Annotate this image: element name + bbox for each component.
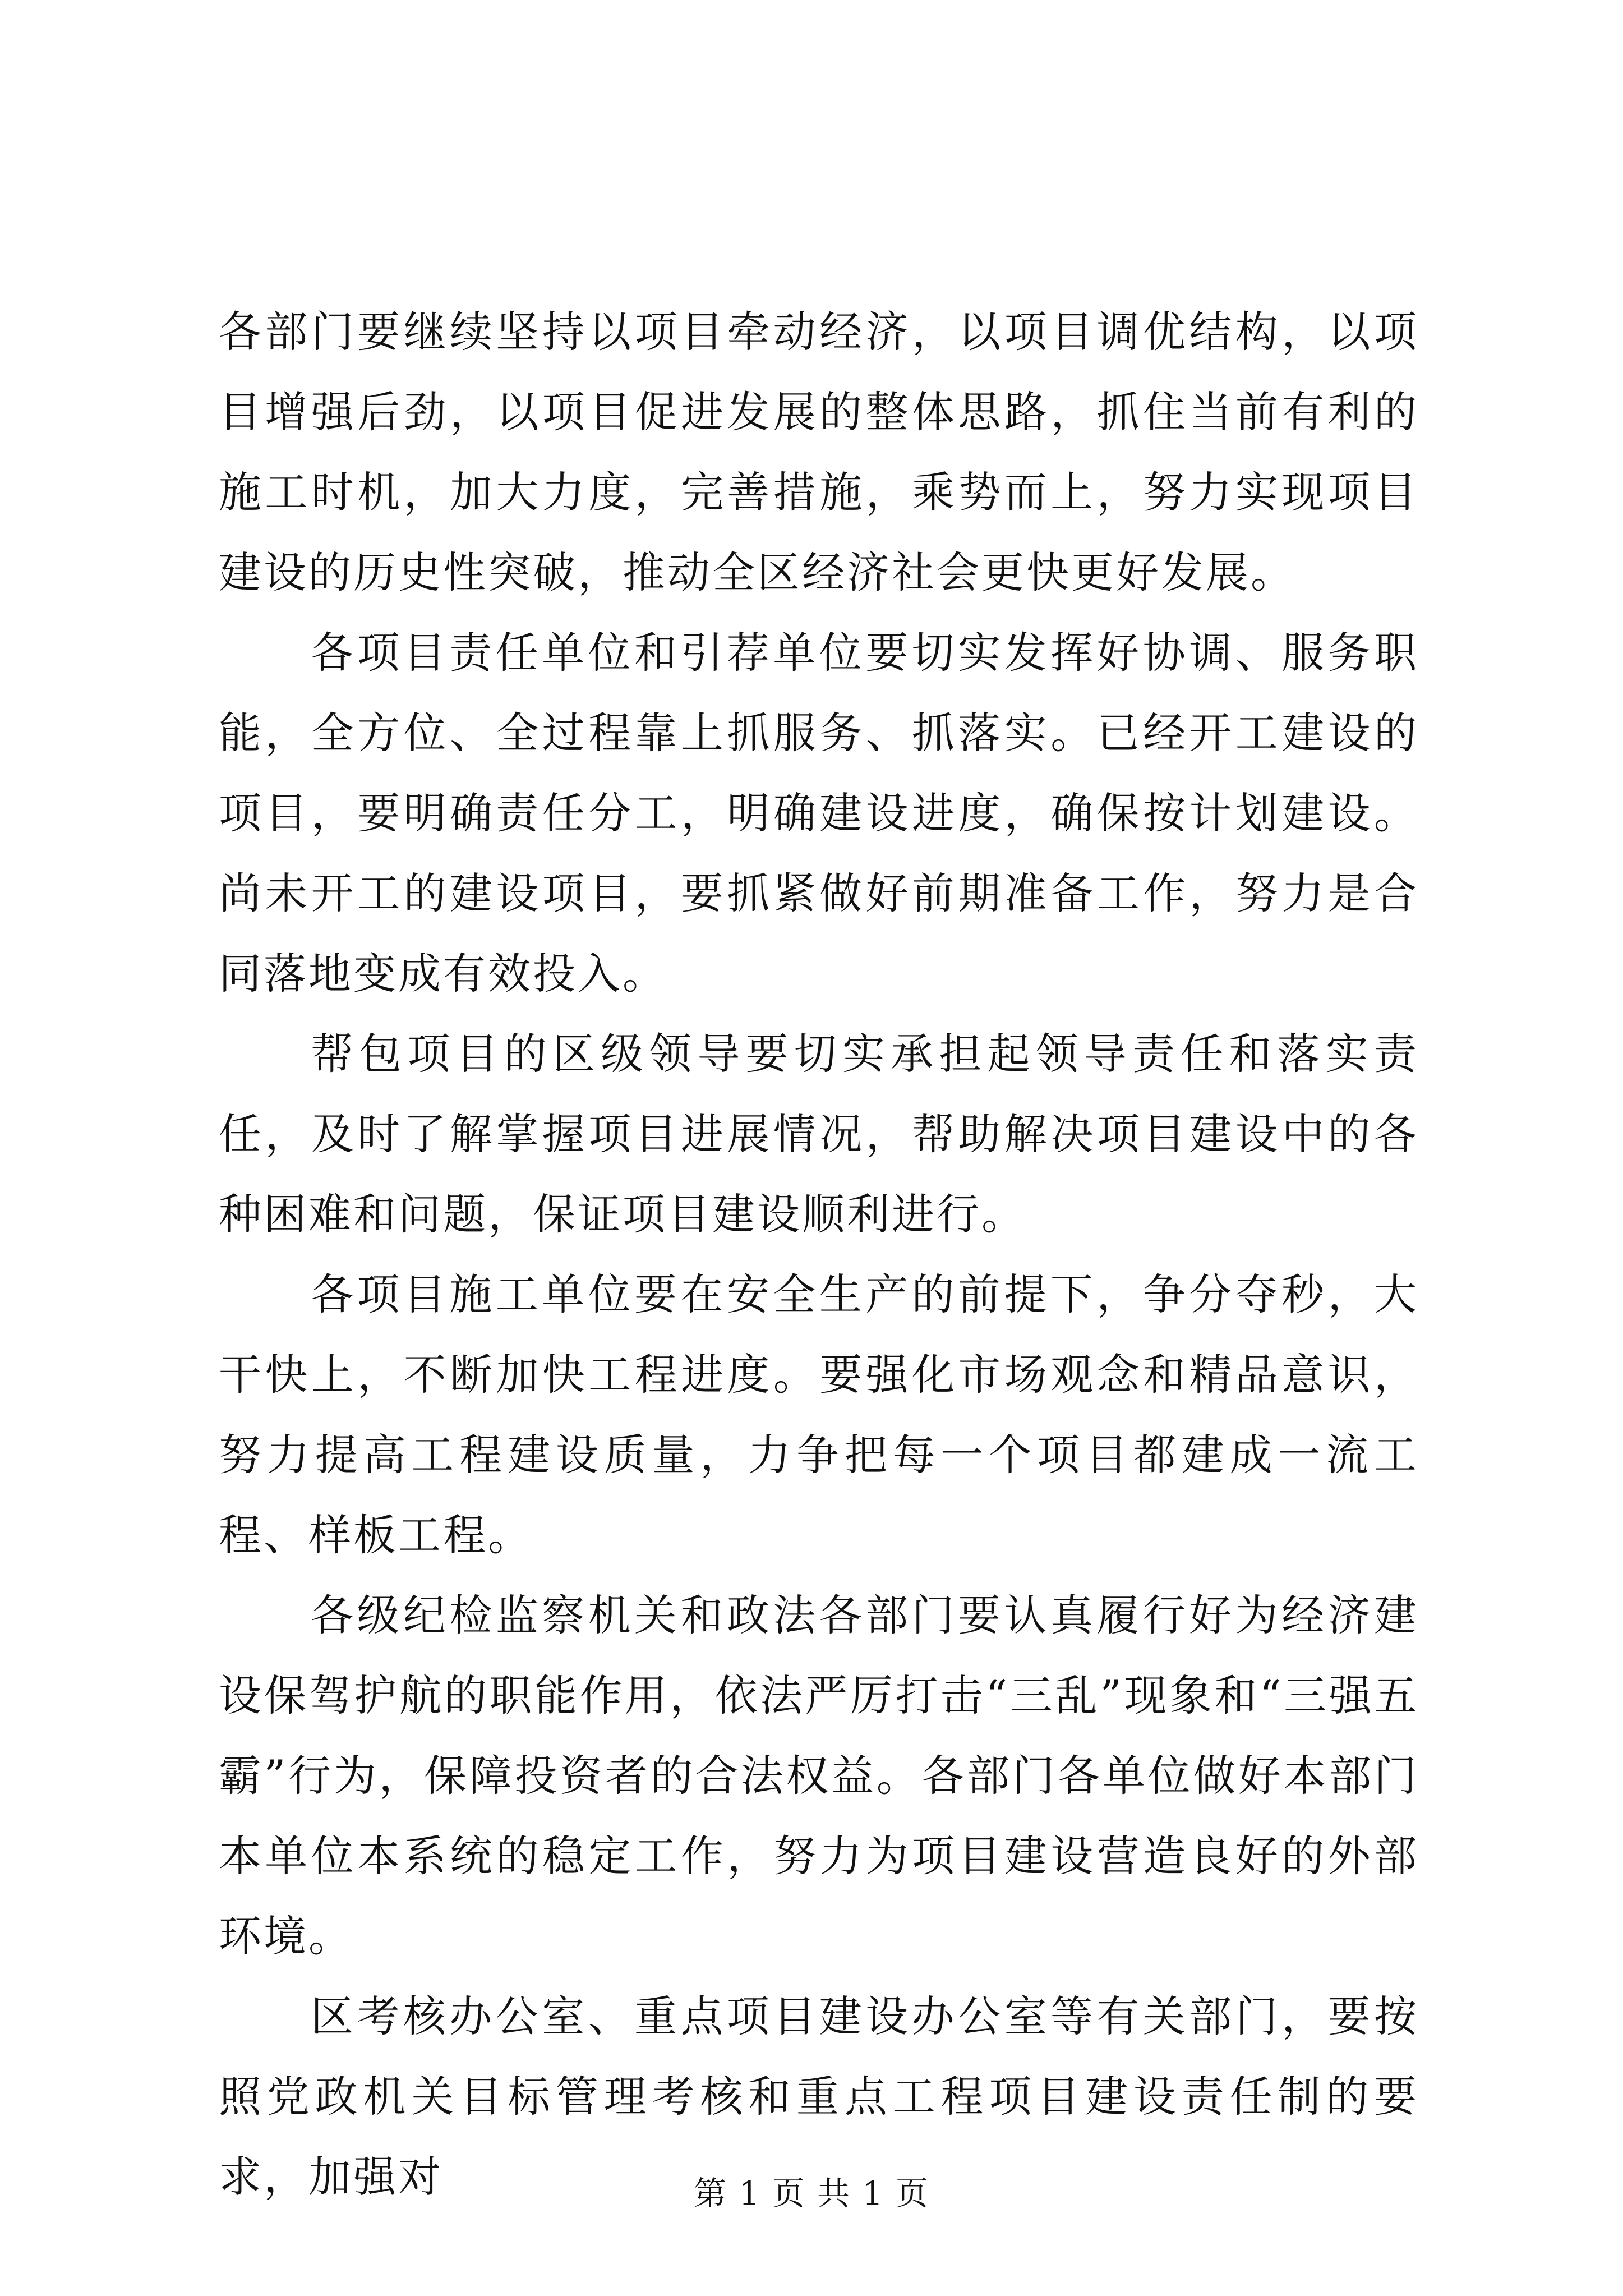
- paragraph-2: 各项目责任单位和引荐单位要切实发挥好协调、服务职能，全方位、全过程靠上抓服务、抓落实。已经开工建设的项目，要明确责任分工，明确建设进度，确保按计划建设。尚未开工的建设项目，要抓紧做好前期准备工作，努力是合同落地变成有效投入。: [219, 628, 1419, 999]
- paragraph-4: 各项目施工单位要在安全生产的前提下，争分夺秒，大干快上，不断加快工程进度。要强化市场观念和精品意识，努力提高工程建设质量，力争把每一个项目都建成一流工程、样板工程。: [219, 1269, 1419, 1560]
- page-footer: 第 1 页 共 1 页: [694, 2174, 929, 2212]
- paragraph-3: 帮包项目的区级领导要切实承担起领导责任和落实责任，及时了解掌握项目进展情况，帮助解决项目建设中的各种困难和问题，保证项目建设顺利进行。: [219, 1029, 1419, 1239]
- paragraph-5: 各级纪检监察机关和政法各部门要认真履行好为经济建设保驾护航的职能作用，依法严厉打击“三乱”现象和“三强五霸”行为，保障投资者的合法权益。各部门各单位做好本部门本单位本系统的稳定工作，努力为项目建设营造良好的外部环境。: [219, 1590, 1419, 1961]
- paragraph-1: 各部门要继续坚持以项目牵动经济，以项目调优结构，以项目增强后劲，以项目促进发展的整体思路，抓住当前有利的施工时机，加大力度，完善措施，乘势而上，努力实现项目建设的历史性突破，推动全区经济社会更快更好发展。: [219, 307, 1419, 597]
- paragraph-6: 区考核办公室、重点项目建设办公室等有关部门，要按照党政机关目标管理考核和重点工程项目建设责任制的要求，加强对: [219, 1991, 1419, 2202]
- document-body: [219, 292, 1419, 2217]
